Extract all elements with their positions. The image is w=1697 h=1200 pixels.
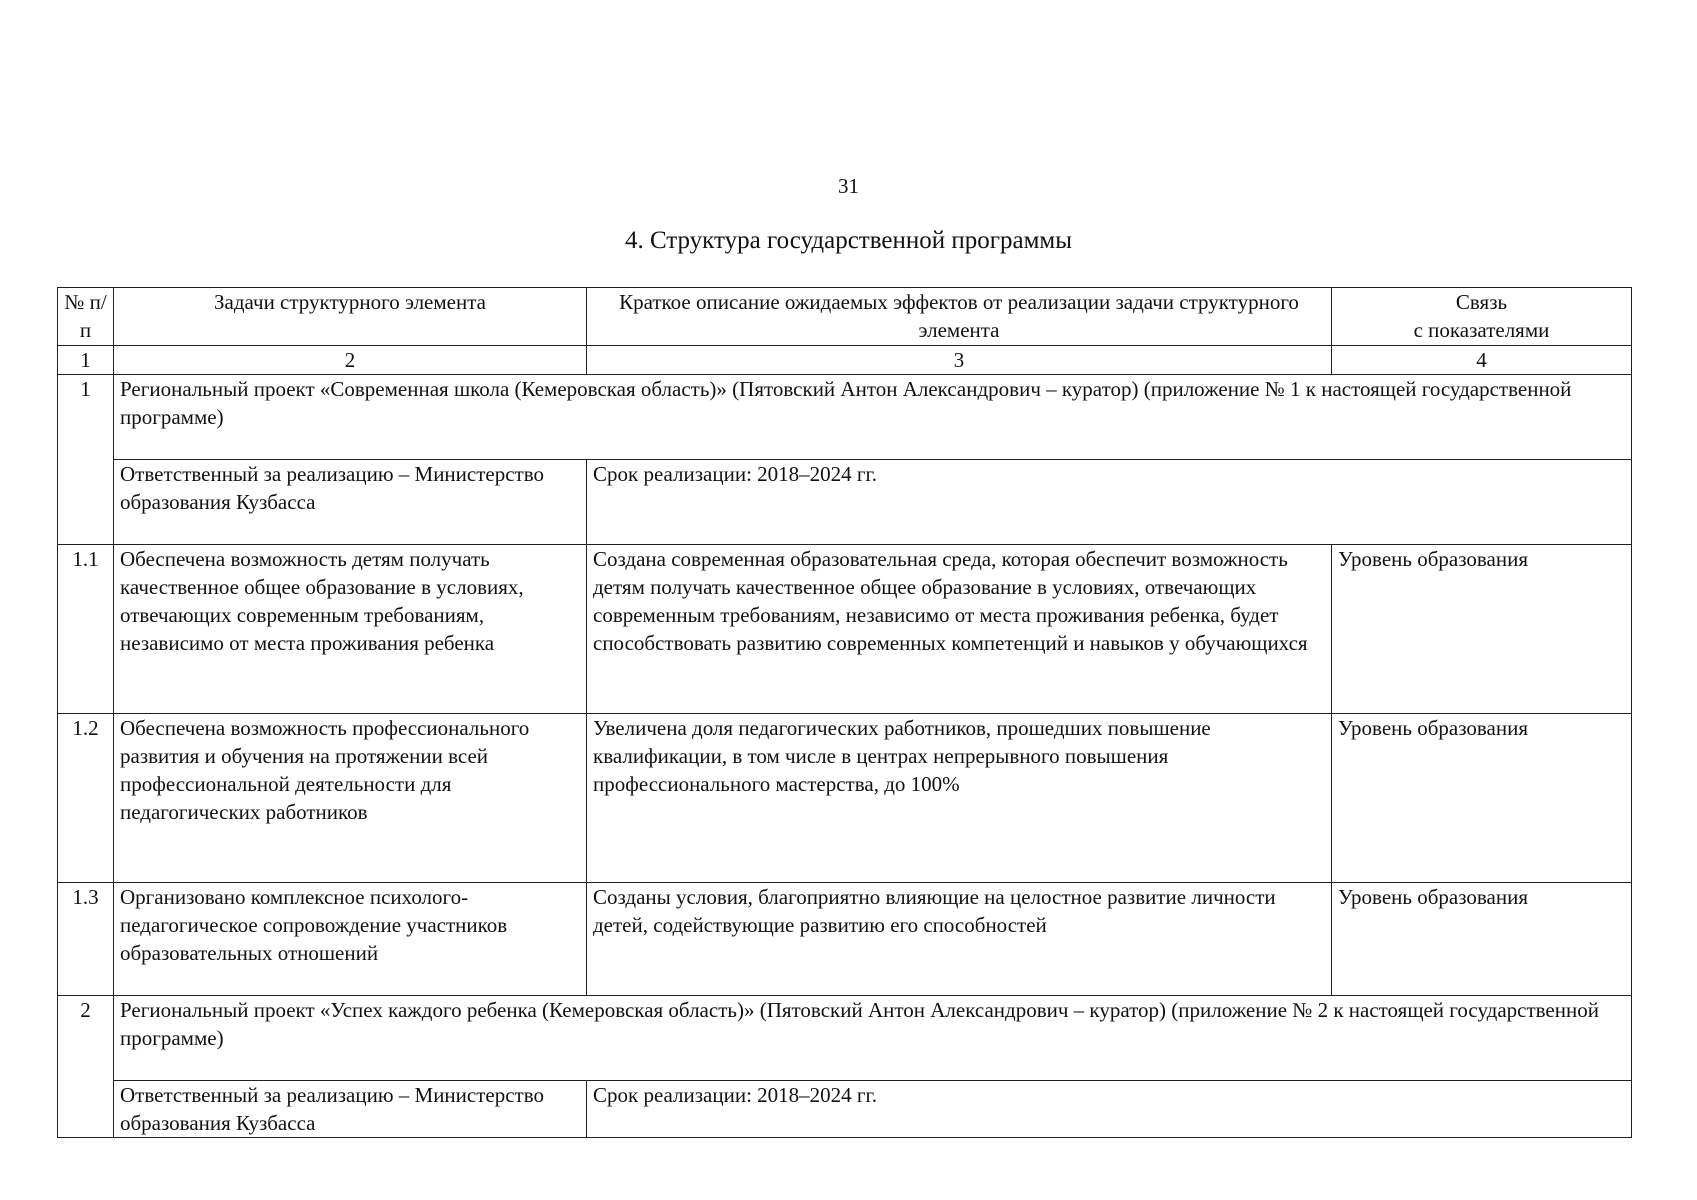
table-header-row — [58, 288, 1632, 346]
table-row — [58, 714, 1632, 883]
header-indicators-line1: Связь — [1455, 290, 1508, 314]
column-number-3: 3 — [587, 346, 1332, 375]
section-term: Срок реализации: 2018–2024 гг. — [587, 460, 1632, 545]
section-number: 2 — [58, 996, 114, 1138]
row-task: Обеспечена возможность профессионального развития и обучения на протяжении всей профессиональной деятельности для педагогических работников — [114, 714, 587, 883]
column-number-2: 2 — [114, 346, 587, 375]
row-task: Обеспечена возможность детям получать качественное общее образование в условиях, отвечающих современным требованиям, независимо от места проживания ребенка — [114, 545, 587, 714]
row-indicator: Уровень образования — [1332, 714, 1632, 883]
section-responsible: Ответственный за реализацию – Министерство образования Кузбасса — [114, 1081, 587, 1138]
row-effect: Создана современная образовательная среда, которая обеспечит возможность детям получать качественное общее образование в условиях, отвечающих современным требованиям, независимо от места проживания ребенка, будет способствовать развитию современных компетенций и навыков у обучающихся — [587, 545, 1332, 714]
header-number: № п/п — [58, 288, 114, 346]
column-number-4: 4 — [1332, 346, 1632, 375]
row-indicator: Уровень образования — [1332, 883, 1632, 996]
header-effects: Краткое описание ожидаемых эффектов от реализации задачи структурного элемента — [587, 288, 1332, 346]
section-meta-row — [58, 1081, 1632, 1138]
section-row — [58, 375, 1632, 460]
row-task: Организовано комплексное психолого-педагогическое сопровождение участников образовательных отношений — [114, 883, 587, 996]
section-title: Региональный проект «Современная школа (Кемеровская область)» (Пятовский Антон Александрович – куратор) (приложение № 1 к настоящей государственной программе) — [114, 375, 1632, 460]
section-responsible: Ответственный за реализацию – Министерство образования Кузбасса — [114, 460, 587, 545]
row-indicator: Уровень образования — [1332, 545, 1632, 714]
table-row — [58, 883, 1632, 996]
column-number-1: 1 — [58, 346, 114, 375]
table-row — [58, 545, 1632, 714]
section-term: Срок реализации: 2018–2024 гг. — [587, 1081, 1632, 1138]
header-indicators-line2: с показателями — [1413, 318, 1550, 342]
section-heading: 4. Структура государственной программы — [624, 227, 1073, 254]
column-numbers-row — [58, 346, 1632, 375]
row-number: 1.3 — [58, 883, 114, 996]
section-title: Региональный проект «Успех каждого ребенка (Кемеровская область)» (Пятовский Антон Александрович – куратор) (приложение № 2 к настоящей государственной программе) — [114, 996, 1632, 1081]
row-number: 1.1 — [58, 545, 114, 714]
section-number: 1 — [58, 375, 114, 545]
program-structure-table — [57, 287, 1632, 1138]
header-tasks: Задачи структурного элемента — [114, 288, 587, 346]
header-indicators — [1332, 288, 1632, 346]
row-number: 1.2 — [58, 714, 114, 883]
section-meta-row — [58, 460, 1632, 545]
row-effect: Созданы условия, благоприятно влияющие на целостное развитие личности детей, содействующие развитию его способностей — [587, 883, 1332, 996]
section-row — [58, 996, 1632, 1081]
row-effect: Увеличена доля педагогических работников, прошедших повышение квалификации, в том числе в центрах непрерывного повышения профессионального мастерства, до 100% — [587, 714, 1332, 883]
page-number: 31 — [838, 174, 859, 198]
